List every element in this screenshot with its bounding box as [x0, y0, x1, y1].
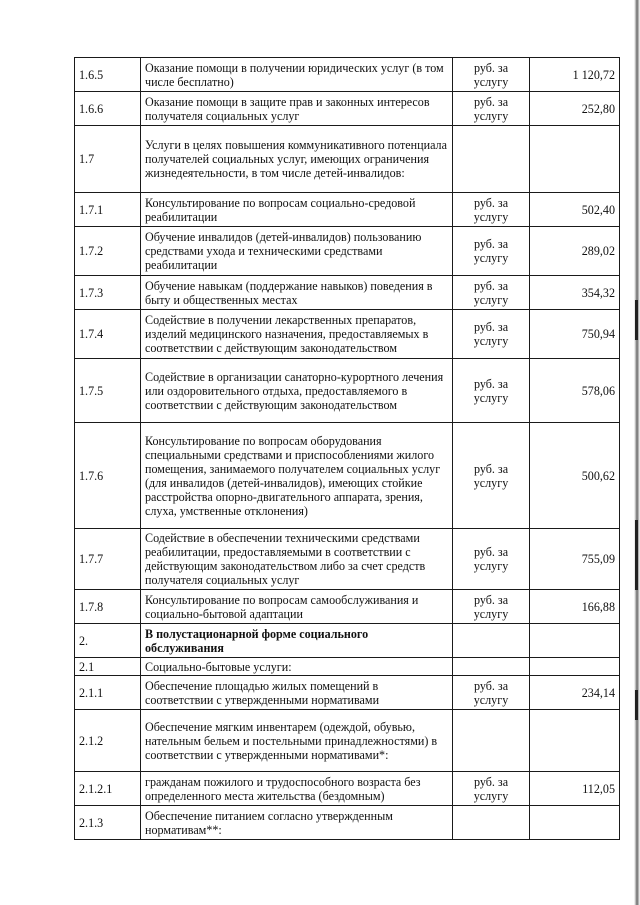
row-price-cell — [530, 658, 620, 676]
table-row — [75, 772, 620, 806]
row-unit-cell — [453, 806, 530, 840]
row-price-cell — [530, 126, 620, 193]
row-unit-cell: руб. за услугу — [453, 310, 530, 359]
row-code-cell: 1.7.8 — [75, 590, 141, 624]
table-row — [75, 193, 620, 227]
row-name-cell: Оказание помощи в получении юридических услуг (в том числе бесплатно) — [141, 58, 453, 92]
row-price-cell: 289,02 — [530, 227, 620, 276]
table-row — [75, 227, 620, 276]
tariff-table — [74, 57, 620, 840]
row-name-cell: В полустационарной форме социального обслуживания — [141, 624, 453, 658]
row-code-cell: 2.1.1 — [75, 676, 141, 710]
table-row — [75, 624, 620, 658]
row-code-cell: 1.7.7 — [75, 529, 141, 590]
row-name-cell: Обучение инвалидов (детей-инвалидов) пользованию средствами ухода и техническими средствами реабилитации — [141, 227, 453, 276]
table-row — [75, 676, 620, 710]
row-unit-cell: руб. за услугу — [453, 359, 530, 423]
row-code-cell: 1.7.1 — [75, 193, 141, 227]
row-code-cell: 2.1.2.1 — [75, 772, 141, 806]
row-price-cell — [530, 710, 620, 772]
row-unit-cell: руб. за услугу — [453, 227, 530, 276]
row-name-cell: Услуги в целях повышения коммуникативного потенциала получателей социальных услуг, имеющих ограничения жизнедеятельности, в том числе детей-инвалидов: — [141, 126, 453, 193]
row-unit-cell: руб. за услугу — [453, 92, 530, 126]
scan-edge-mark — [635, 300, 638, 340]
table-row — [75, 590, 620, 624]
row-name-cell: Консультирование по вопросам социально-средовой реабилитации — [141, 193, 453, 227]
table-row — [75, 276, 620, 310]
table-row — [75, 359, 620, 423]
row-name-cell: Обеспечение мягким инвентарем (одеждой, обувью, нательным бельем и постельными принадлежностями) в соответствии с утвержденными нормативами*: — [141, 710, 453, 772]
row-code-cell: 1.7.4 — [75, 310, 141, 359]
row-price-cell: 578,06 — [530, 359, 620, 423]
table-row — [75, 423, 620, 529]
row-name-cell: Консультирование по вопросам самообслуживания и социально-бытовой адаптации — [141, 590, 453, 624]
row-price-cell: 252,80 — [530, 92, 620, 126]
row-name-cell: Оказание помощи в защите прав и законных интересов получателя социальных услуг — [141, 92, 453, 126]
row-price-cell: 166,88 — [530, 590, 620, 624]
row-name-cell: гражданам пожилого и трудоспособного возраста без определенного места жительства (бездомным) — [141, 772, 453, 806]
row-code-cell: 2.1 — [75, 658, 141, 676]
row-name-cell: Содействие в получении лекарственных препаратов, изделий медицинского назначения, предоставляемых в соответствии с действующим законодательством — [141, 310, 453, 359]
row-price-cell: 234,14 — [530, 676, 620, 710]
row-name-cell: Содействие в организации санаторно-курортного лечения или оздоровительного отдыха, предоставляемого в соответствии с действующим законодательством — [141, 359, 453, 423]
row-name-cell: Обеспечение питанием согласно утвержденным нормативам**: — [141, 806, 453, 840]
row-code-cell: 1.7.2 — [75, 227, 141, 276]
row-code-cell: 1.7.6 — [75, 423, 141, 529]
row-name-cell: Социально-бытовые услуги: — [141, 658, 453, 676]
row-unit-cell — [453, 126, 530, 193]
row-name-cell: Консультирование по вопросам оборудования специальными средствами и приспособлениями жилого помещения, занимаемого получателем социальных услуг (для инвалидов (детей-инвалидов), имеющих стойкие расстройства опорно-двигательного аппарата, зрения, слуха, умственные отклонения) — [141, 423, 453, 529]
row-price-cell: 1 120,72 — [530, 58, 620, 92]
row-name-cell: Обеспечение площадью жилых помещений в соответствии с утвержденными нормативами — [141, 676, 453, 710]
scan-edge-mark — [635, 690, 638, 720]
page-edge-shadow — [632, 0, 640, 905]
row-price-cell — [530, 624, 620, 658]
row-unit-cell: руб. за услугу — [453, 529, 530, 590]
table-row — [75, 710, 620, 772]
row-code-cell: 1.6.5 — [75, 58, 141, 92]
row-code-cell: 1.6.6 — [75, 92, 141, 126]
row-unit-cell — [453, 710, 530, 772]
table-row — [75, 806, 620, 840]
table-row — [75, 58, 620, 92]
table-row — [75, 529, 620, 590]
row-price-cell: 354,32 — [530, 276, 620, 310]
row-price-cell: 112,05 — [530, 772, 620, 806]
row-name-cell: Обучение навыкам (поддержание навыков) поведения в быту и общественных местах — [141, 276, 453, 310]
row-unit-cell: руб. за услугу — [453, 58, 530, 92]
row-code-cell: 2.1.2 — [75, 710, 141, 772]
row-price-cell: 502,40 — [530, 193, 620, 227]
row-price-cell: 755,09 — [530, 529, 620, 590]
row-code-cell: 2.1.3 — [75, 806, 141, 840]
row-unit-cell — [453, 658, 530, 676]
row-unit-cell: руб. за услугу — [453, 193, 530, 227]
row-code-cell: 1.7.3 — [75, 276, 141, 310]
row-name-cell: Содействие в обеспечении техническими средствами реабилитации, предоставляемыми в соответствии с действующим законодательством либо за счет средств получателя социальных услуг — [141, 529, 453, 590]
row-unit-cell: руб. за услугу — [453, 676, 530, 710]
row-code-cell: 2. — [75, 624, 141, 658]
scan-edge-mark — [635, 520, 638, 590]
row-unit-cell: руб. за услугу — [453, 772, 530, 806]
table-row — [75, 658, 620, 676]
row-code-cell: 1.7.5 — [75, 359, 141, 423]
table-row — [75, 92, 620, 126]
row-price-cell — [530, 806, 620, 840]
row-unit-cell: руб. за услугу — [453, 590, 530, 624]
row-code-cell: 1.7 — [75, 126, 141, 193]
row-unit-cell — [453, 624, 530, 658]
table-row — [75, 126, 620, 193]
row-unit-cell: руб. за услугу — [453, 423, 530, 529]
row-unit-cell: руб. за услугу — [453, 276, 530, 310]
tariff-table-body — [75, 58, 620, 840]
row-price-cell: 750,94 — [530, 310, 620, 359]
row-price-cell: 500,62 — [530, 423, 620, 529]
table-row — [75, 310, 620, 359]
